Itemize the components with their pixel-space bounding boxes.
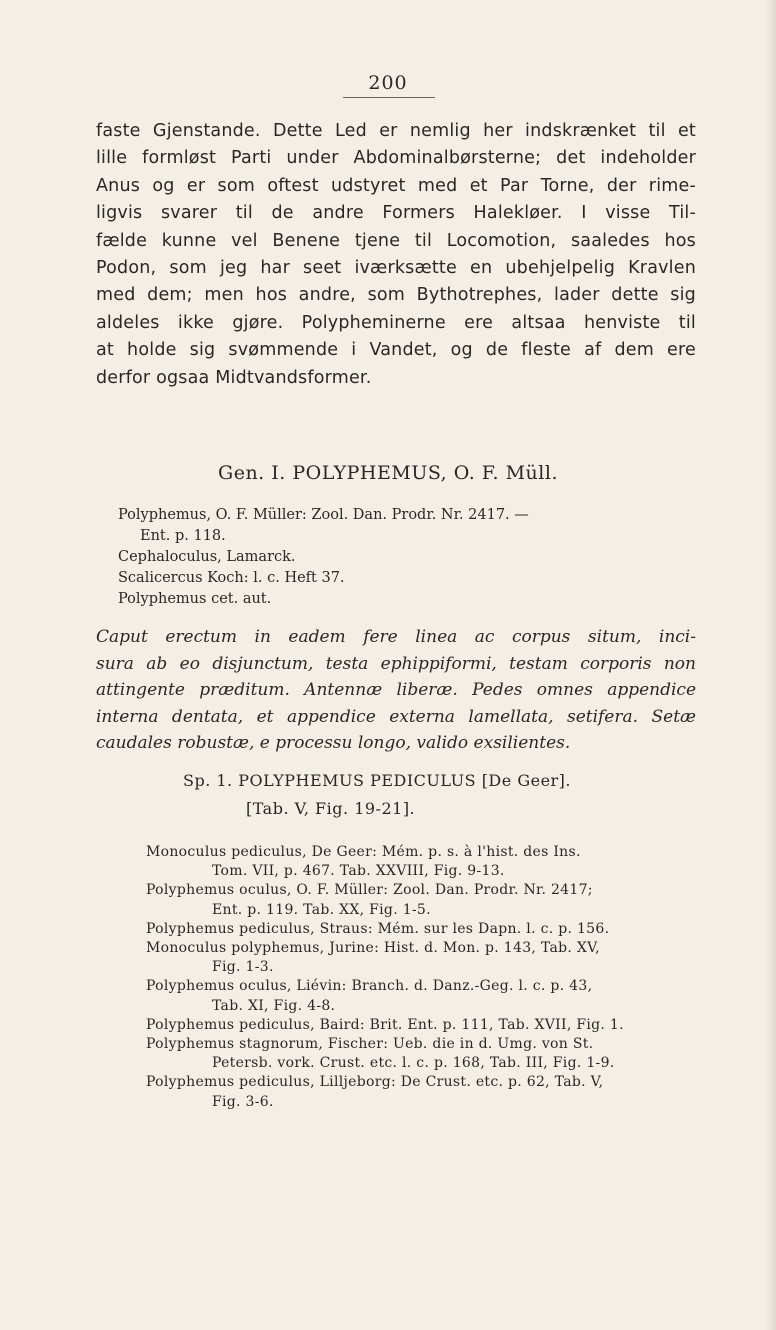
page-edge-shadow — [766, 0, 776, 1330]
synonym-line: Polyphemus pediculus, Lilljeborg: De Crust. etc. p. 62, Tab. V, — [146, 1074, 604, 1091]
diagnosis-line: sura ab eo disjunctum, testa ephippiformi, testam corporis non — [96, 653, 696, 674]
synonym-line: Fig. 3-6. — [212, 1093, 274, 1110]
synonym-line: Polyphemus pediculus, Straus: Mém. sur les Dapn. l. c. p. 156. — [146, 920, 610, 937]
diagnosis-line: attingente præditum. Antennæ liberæ. Pedes omnes appendice — [96, 680, 696, 700]
synonym-line: Fig. 1-3. — [212, 959, 274, 976]
paragraph-line: ligvis svarer til de andre Formers Halekløer. I visse Til- — [96, 203, 696, 224]
synonym-line: Polyphemus pediculus, Baird: Brit. Ent. p. 111, Tab. XVII, Fig. 1. — [146, 1016, 624, 1033]
paragraph-line: at holde sig svømmende i Vandet, og de fleste af dem ere — [96, 340, 696, 361]
species-heading: Sp. 1. POLYPHEMUS PEDICULUS [De Geer]. — [183, 771, 572, 790]
species-synonymy — [146, 843, 702, 1112]
body-paragraph — [96, 118, 696, 392]
genus-references — [118, 505, 698, 610]
synonym-line: Monoculus polyphemus, Jurine: Hist. d. Mon. p. 143, Tab. XV, — [146, 940, 600, 957]
reference-line: Polyphemus cet. aut. — [118, 591, 272, 607]
genus-heading: Gen. I. POLYPHEMUS, O. F. Müll. — [218, 462, 558, 484]
reference-line: Cephaloculus, Lamarck. — [118, 549, 296, 565]
paragraph-line: Podon, som jeg har seet iværksætte en ubehjelpelig Kravlen — [96, 258, 696, 279]
paragraph-line: Anus og er som oftest udstyret med et Par Torne, der rime- — [96, 175, 696, 196]
synonym-line: Polyphemus oculus, Liévin: Branch. d. Danz.-Geg. l. c. p. 43, — [146, 978, 593, 995]
diagnosis-line: Caput erectum in eadem fere linea ac corpus situm, inci- — [96, 627, 696, 647]
synonym-line: Polyphemus stagnorum, Fischer: Ueb. die in d. Umg. von St. — [146, 1036, 594, 1053]
diagnosis-line: interna dentata, et appendice externa lamellata, setifera. Setæ — [96, 706, 696, 727]
page-number-rule — [343, 97, 435, 98]
synonym-line: Polyphemus oculus, O. F. Müller: Zool. Dan. Prodr. Nr. 2417; — [146, 882, 593, 899]
synonym-line: Tom. VII, p. 467. Tab. XXVIII, Fig. 9-13. — [212, 863, 505, 880]
synonym-line: Tab. XI, Fig. 4-8. — [212, 997, 336, 1014]
reference-line: Scalicercus Koch: l. c. Heft 37. — [118, 570, 345, 586]
paragraph-line: faste Gjenstande. Dette Led er nemlig her indskrænket til et — [96, 121, 696, 141]
genus-diagnosis — [96, 624, 696, 757]
synonym-line: Petersb. vork. Crust. etc. l. c. p. 168, Tab. III, Fig. 1-9. — [212, 1055, 615, 1072]
diagnosis-line: caudales robustæ, e processu longo, valido exsilientes. — [96, 733, 571, 753]
paragraph-line: med dem; men hos andre, som Bythotrephes, lader dette sig — [96, 285, 696, 306]
paragraph-line: derfor ogsaa Midtvandsformer. — [96, 367, 372, 388]
page-number: 200 — [368, 72, 408, 94]
paragraph-line: fælde kunne vel Benene tjene til Locomotion, saaledes hos — [96, 230, 696, 251]
synonym-line: Monoculus pediculus, De Geer: Mém. p. s. à l'hist. des Ins. — [146, 844, 581, 860]
paragraph-line: lille formløst Parti under Abdominalbørsterne; det indeholder — [96, 148, 696, 169]
synonym-line: Ent. p. 119. Tab. XX, Fig. 1-5. — [212, 901, 431, 918]
reference-line: Ent. p. 118. — [140, 528, 226, 544]
species-plate-reference: [Tab. V, Fig. 19-21]. — [246, 799, 416, 818]
paragraph-line: aldeles ikke gjøre. Polypheminerne ere altsaa henviste til — [96, 312, 696, 333]
reference-line: Polyphemus, O. F. Müller: Zool. Dan. Prodr. Nr. 2417. — — [118, 507, 529, 523]
